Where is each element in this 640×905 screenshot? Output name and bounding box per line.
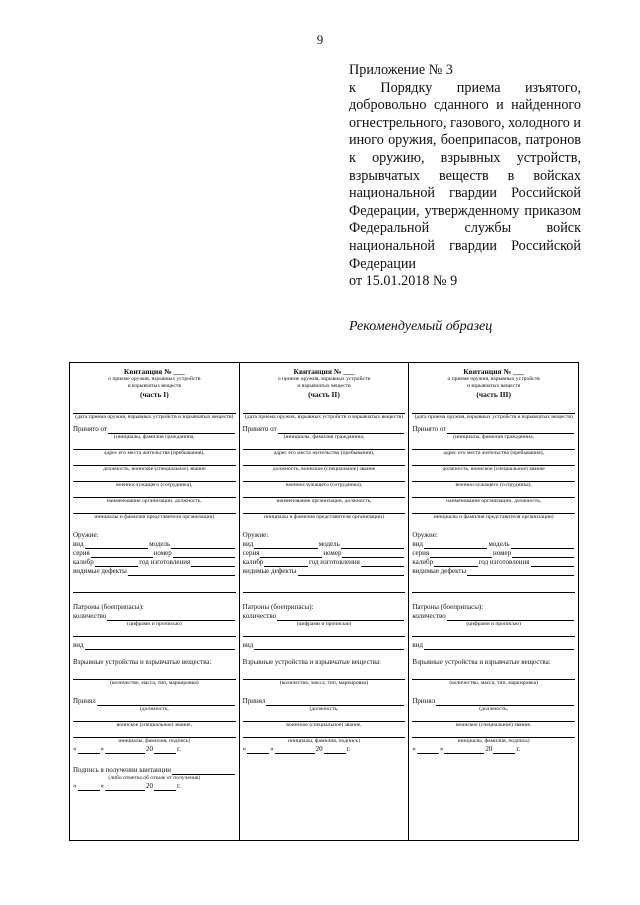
date-line — [243, 405, 406, 414]
blank-line — [73, 441, 236, 450]
blank-line — [412, 441, 575, 450]
series-number-row — [73, 549, 236, 558]
receipt-subtitle: и взрывчатых веществ — [466, 383, 521, 389]
appendix-text: к Порядку приема изъятого, добровольно сданного и найденного огнестрельного, газового, холодного и иного оружия, боеприпасов, патронов к оружию, взрывных устройств, взрывчатых веществ в войсках национальной гвардии Российской Федерации, утвержденному приказом Федеральной службы войск национальной гвардии Российской Федерации — [349, 79, 582, 272]
blank-line — [412, 671, 575, 680]
blank-line — [298, 568, 405, 576]
serviceman-hint: военнослужащего (сотрудника), — [285, 482, 363, 488]
blank-line — [412, 729, 575, 738]
blank-line — [73, 671, 236, 680]
received-row — [243, 697, 406, 706]
name-hint: инициалы, фамилия, подпись) — [457, 738, 530, 744]
kind-row — [243, 641, 406, 650]
receipt-part: (часть II) — [308, 390, 340, 399]
blank-line — [154, 783, 176, 791]
blank-line — [447, 613, 574, 621]
explosives-hint: (количество, масса, тип, маркировка) — [449, 680, 538, 686]
defects-row — [412, 567, 575, 576]
blank-line — [243, 505, 406, 514]
blank-line — [254, 642, 404, 650]
defects-row — [243, 567, 406, 576]
received-label: Принял — [412, 697, 436, 705]
address-hint: адрес его места жительства (пребывания), — [443, 450, 544, 456]
blank-line — [97, 698, 235, 706]
blank-line — [85, 541, 148, 549]
blank-line — [436, 698, 574, 706]
year-label: год изготовления — [139, 558, 191, 566]
blank-line — [73, 489, 236, 498]
blank-line — [412, 489, 575, 498]
type-label: вид — [412, 540, 423, 548]
blank-line — [266, 698, 404, 706]
accepted-from-row — [412, 425, 575, 434]
blank-line — [511, 541, 574, 549]
series-label: серия — [73, 549, 90, 557]
model-label: модель — [318, 540, 340, 548]
blank-line — [107, 613, 234, 621]
blank-line — [108, 426, 235, 434]
kind-label: вид — [242, 641, 254, 649]
caliber-label: калибр — [73, 558, 94, 566]
blank-line — [85, 642, 235, 650]
receipt-column-3 — [408, 363, 578, 840]
weapon-label: Оружие: — [73, 531, 99, 539]
series-label: серия — [242, 549, 260, 557]
explosives-label: Взрывные устройства и взрывчатые вещества: — [242, 658, 382, 666]
receipt-title: Квитанция № ___ — [123, 367, 185, 376]
number-label: номер — [492, 549, 512, 557]
date-line-q2-label: » — [100, 745, 104, 753]
received-row — [412, 697, 575, 706]
blank-line — [171, 541, 234, 549]
type-label: вид — [242, 540, 254, 548]
date-line-q2-label: » — [270, 745, 274, 753]
blank-line — [260, 550, 322, 558]
weapon-label: Оружие: — [412, 531, 438, 539]
blank-line — [424, 642, 574, 650]
blank-line — [341, 541, 404, 549]
org-hint: наименование организации, должность, — [276, 498, 372, 504]
cartridges-label: Патроны (боеприпасы): — [73, 603, 144, 611]
receipt-signature-row — [73, 766, 236, 775]
blank-line — [243, 473, 406, 482]
defects-row — [73, 567, 236, 576]
blank-line — [243, 441, 406, 450]
date-line-year-label: 20 — [315, 745, 323, 753]
received-label: Принял — [242, 697, 266, 705]
blank-line — [73, 729, 236, 738]
quantity-row — [243, 612, 406, 621]
receipt-title: Квитанция № ___ — [463, 367, 525, 376]
model-label: модель — [488, 540, 510, 548]
defects-label: видимые дефекты — [242, 567, 297, 575]
position-hint: (должность, — [309, 706, 339, 712]
appendix-date: от 15.01.2018 № 9 — [349, 273, 458, 290]
date-row — [243, 745, 406, 754]
accepted-from-label: Принято от — [242, 425, 277, 433]
blank-line — [243, 457, 406, 466]
explosives-hint: (количество, масса, тип, маркировка) — [279, 680, 369, 686]
page-number: 9 — [316, 32, 324, 47]
caliber-year-row — [243, 558, 406, 567]
date-line-g-label: г. — [516, 745, 521, 753]
kind-row — [412, 641, 575, 650]
date-hint: (дата приема оружия, взрывных устройств и взрывчатых веществ) — [244, 414, 404, 420]
receipt-subtitle: о приеме оружия, взрывных устройств — [277, 376, 371, 382]
blank-line — [424, 541, 487, 549]
accepted-from-label: Принято от — [412, 425, 447, 433]
blank-line — [434, 559, 478, 567]
signature-date-row — [73, 782, 236, 791]
type-model-row — [73, 540, 236, 549]
blank-line — [154, 746, 176, 754]
blank-line — [467, 568, 574, 576]
number-label: номер — [323, 549, 342, 557]
rank2-hint: воинское (специальное) звание, — [116, 722, 193, 728]
date-hint: (дата приема оружия, взрывных устройств и взрывчатых веществ) — [75, 414, 234, 420]
series-number-row — [412, 549, 575, 558]
blank-line — [95, 559, 139, 567]
initials-hint: (инициалы, фамилия гражданина, — [113, 434, 195, 440]
blank-line — [191, 559, 235, 567]
appendix-block — [349, 62, 581, 291]
receipt-part: (часть I) — [139, 390, 169, 399]
model-label: модель — [149, 540, 171, 548]
blank-line — [243, 713, 406, 722]
series-number-row — [243, 549, 406, 558]
accepted-from-row — [243, 425, 406, 434]
blank-line — [105, 746, 145, 754]
blank-line — [264, 559, 308, 567]
blank-line — [324, 746, 346, 754]
blank-line — [412, 713, 575, 722]
quantity-label: количество — [242, 612, 277, 620]
blank-line — [417, 746, 439, 754]
blank-line — [247, 746, 269, 754]
cartridges-label: Патроны (боеприпасы): — [242, 603, 314, 611]
blank-line — [73, 584, 236, 593]
blank-line — [105, 783, 145, 791]
accepted-from-row — [73, 425, 236, 434]
receipt-subtitle: и взрывчатых веществ — [127, 383, 182, 389]
org-hint: наименование организации, должность, — [446, 498, 542, 504]
defects-label: видимые дефекты — [412, 567, 467, 575]
quantity-hint: (цифрами и прописью) — [466, 621, 522, 627]
rep-hint: инициалы и фамилия представителя организации) — [264, 514, 384, 520]
blank-line — [172, 767, 235, 775]
date-line-year-label: 20 — [485, 745, 493, 753]
serviceman-hint: военнослужащего (сотрудника), — [116, 482, 193, 488]
date-line-g-label: г. — [346, 745, 351, 753]
blank-line — [493, 746, 515, 754]
date-row — [73, 745, 236, 754]
explosives-label: Взрывные устройства и взрывчатые вещества: — [73, 658, 212, 666]
rank-hint: должность, воинское (специальное) звание — [272, 466, 376, 472]
received-label: Принял — [73, 697, 96, 705]
initials-hint: (инициалы, фамилия гражданина, — [453, 434, 535, 440]
blank-line — [275, 746, 315, 754]
quantity-hint: (цифрами и прописью) — [126, 621, 182, 627]
receipt-subtitle: о приеме оружия, взрывных устройств — [447, 376, 540, 382]
explosives-label: Взрывные устройства и взрывчатые вещества: — [412, 658, 551, 666]
blank-line — [73, 713, 236, 722]
blank-line — [447, 426, 574, 434]
blank-line — [412, 457, 575, 466]
date-line-q2-label: » — [100, 782, 104, 790]
blank-line — [243, 584, 406, 593]
blank-line — [243, 671, 406, 680]
caliber-label: калибр — [242, 558, 264, 566]
blank-line — [412, 505, 575, 514]
rank-hint: должность, воинское (специальное) звание — [103, 466, 206, 472]
blank-line — [173, 550, 235, 558]
blank-line — [412, 628, 575, 637]
date-line-q1-label: « — [242, 745, 247, 753]
receipt-column-1 — [70, 363, 239, 840]
explosives-hint: (количество, масса, тип, маркировка) — [110, 680, 199, 686]
type-model-row — [243, 540, 406, 549]
blank-line — [444, 746, 484, 754]
blank-line — [243, 489, 406, 498]
blank-line — [78, 783, 100, 791]
accepted-from-label: Принято от — [73, 425, 107, 433]
blank-line — [78, 746, 100, 754]
blank-line — [361, 559, 405, 567]
receipt-subtitle: о приеме оружия, взрывных устройств — [108, 376, 201, 382]
blank-line — [512, 550, 574, 558]
date-line — [73, 405, 236, 414]
rank-hint: должность, воинское (специальное) звание — [442, 466, 545, 472]
date-line-g-label: г. — [177, 782, 181, 790]
org-hint: наименование организации, должность, — [106, 498, 202, 504]
receipt-column-2 — [239, 363, 409, 840]
rep-hint: инициалы и фамилия представителя организации) — [94, 514, 215, 520]
blank-line — [430, 550, 492, 558]
kind-row — [73, 641, 236, 650]
number-label: номер — [153, 549, 172, 557]
quantity-hint: (цифрами и прописью) — [296, 621, 352, 627]
receipt-subtitle: и взрывчатых веществ — [297, 383, 351, 389]
quantity-row — [73, 612, 236, 621]
date-row — [412, 745, 575, 754]
appendix-title: Приложение № 3 — [349, 62, 453, 78]
receipt-signature-label: Подпись в получении квитанции — [73, 766, 171, 774]
blank-line — [243, 729, 406, 738]
weapon-label: Оружие: — [242, 531, 269, 539]
address-hint: адрес его места жительства (пребывания), — [104, 450, 205, 456]
date-line-q2-label: » — [439, 745, 444, 753]
blank-line — [73, 473, 236, 482]
cartridges-label: Патроны (боеприпасы): — [412, 603, 484, 611]
defects-label: видимые дефекты — [73, 567, 127, 575]
year-label: год изготовления — [478, 558, 530, 566]
date-line — [412, 405, 575, 414]
blank-line — [278, 426, 405, 434]
type-model-row — [412, 540, 575, 549]
series-label: серия — [412, 549, 430, 557]
position-hint: (должность, — [479, 706, 509, 712]
rank2-hint: воинское (специальное) звание, — [455, 722, 532, 728]
caliber-year-row — [412, 558, 575, 567]
date-line-g-label: г. — [177, 745, 181, 753]
date-line-q1-label: « — [73, 745, 77, 753]
blank-line — [73, 457, 236, 466]
blank-line — [73, 505, 236, 514]
blank-line — [128, 568, 235, 576]
date-hint: (дата приема оружия, взрывных устройств и взрывчатых веществ) — [414, 414, 573, 420]
date-line-year-label: 20 — [146, 782, 153, 790]
blank-line — [73, 628, 236, 637]
position-hint: (должность, — [139, 706, 169, 712]
address-hint: адрес его места жительства (пребывания), — [273, 450, 375, 456]
blank-line — [254, 541, 317, 549]
caliber-year-row — [73, 558, 236, 567]
receipt-title: Квитанция № ___ — [293, 367, 355, 376]
kind-label: вид — [73, 641, 84, 649]
rep-hint: инициалы и фамилия представителя организации) — [433, 514, 554, 520]
quantity-label: количество — [412, 612, 446, 620]
name-hint: инициалы, фамилия, подпись) — [288, 738, 361, 744]
quantity-row — [412, 612, 575, 621]
date-line-year-label: 20 — [146, 745, 153, 753]
blank-line — [277, 613, 404, 621]
blank-line — [412, 584, 575, 593]
receipt-form — [69, 362, 579, 841]
blank-line — [91, 550, 153, 558]
year-label: год изготовления — [308, 558, 360, 566]
blank-line — [412, 473, 575, 482]
sample-label: Рекомендуемый образец — [349, 319, 493, 334]
name-hint: инициалы, фамилия, подпись) — [118, 738, 191, 744]
blank-line — [243, 628, 406, 637]
quantity-label: количество — [73, 612, 107, 620]
caliber-label: калибр — [412, 558, 434, 566]
refusal-hint: (либо отметка об отказе от получения) — [108, 775, 201, 781]
receipt-signature-block — [73, 754, 236, 791]
type-label: вид — [73, 540, 84, 548]
blank-line — [531, 559, 575, 567]
date-line-q1-label: « — [412, 745, 416, 753]
initials-hint: (инициалы, фамилия гражданина, — [283, 434, 365, 440]
date-line-q1-label: « — [73, 782, 77, 790]
rank2-hint: воинское (специальное) звание, — [286, 722, 362, 728]
kind-label: вид — [412, 641, 423, 649]
received-row — [73, 697, 236, 706]
receipt-part: (часть III) — [476, 390, 511, 399]
blank-line — [342, 550, 404, 558]
serviceman-hint: военнослужащего (сотрудника), — [455, 482, 532, 488]
